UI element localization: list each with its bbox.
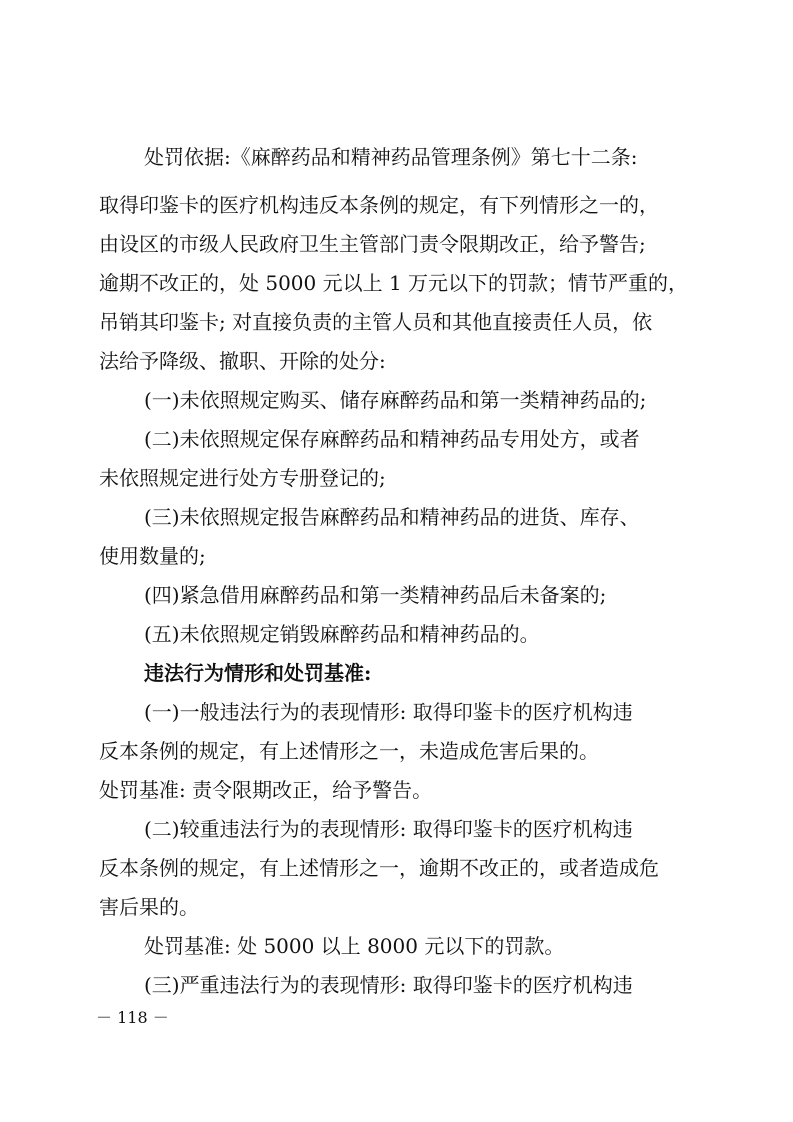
list-item: (二)较重违法行为的表现情形: 取得印鉴卡的医疗机构违 <box>144 817 633 841</box>
list-item: (一)未依照规定购买、储存麻醉药品和第一类精神药品的; <box>144 388 647 412</box>
page-number: － 118 － <box>96 1008 169 1027</box>
list-item-continuation: 反本条例的规定，有上述情形之一，逾期不改正的，或者造成危 <box>99 856 659 880</box>
paragraph-line: 由设区的市级人民政府卫生主管部门责令限期改正，给予警告; <box>99 232 646 256</box>
paragraph-line: 法给予降级、撤职、开除的处分: <box>99 349 386 373</box>
list-item: (三)未依照规定报告麻醉药品和精神药品的进货、库存、 <box>144 505 640 529</box>
paragraph-line: 吊销其印鉴卡; 对直接负责的主管人员和其他直接责任人员，依 <box>99 310 653 334</box>
paragraph-line: 处罚依据:《麻醉药品和精神药品管理条例》第七十二条: <box>144 145 638 169</box>
paragraph-line: 处罚基准: 处 5000 以上 8000 元以下的罚款。 <box>144 934 565 958</box>
paragraph-line: 逾期不改正的，处 5000 元以上 1 万元以下的罚款；情节严重的， <box>99 271 689 295</box>
list-item-continuation: 未依照规定进行处方专册登记的; <box>99 466 386 490</box>
paragraph-line: 处罚基准: 责令限期改正，给予警告。 <box>99 778 433 802</box>
list-item: (三)严重违法行为的表现情形: 取得印鉴卡的医疗机构违 <box>144 973 633 997</box>
list-item: (二)未依照规定保存麻醉药品和精神药品专用处方，或者 <box>144 427 640 451</box>
list-item-continuation: 害后果的。 <box>99 895 199 919</box>
list-item-continuation: 反本条例的规定，有上述情形之一，未造成危害后果的。 <box>99 739 599 763</box>
list-item: (一)一般违法行为的表现情形: 取得印鉴卡的医疗机构违 <box>144 700 633 724</box>
list-item: (五)未依照规定销毁麻醉药品和精神药品的。 <box>144 622 540 646</box>
list-item-continuation: 使用数量的; <box>99 544 206 568</box>
list-item: (四)紧急借用麻醉药品和第一类精神药品后未备案的; <box>144 583 607 607</box>
section-heading: 违法行为情形和处罚基准: <box>144 661 372 685</box>
paragraph-line: 取得印鉴卡的医疗机构违反本条例的规定，有下列情形之一的， <box>99 193 659 217</box>
